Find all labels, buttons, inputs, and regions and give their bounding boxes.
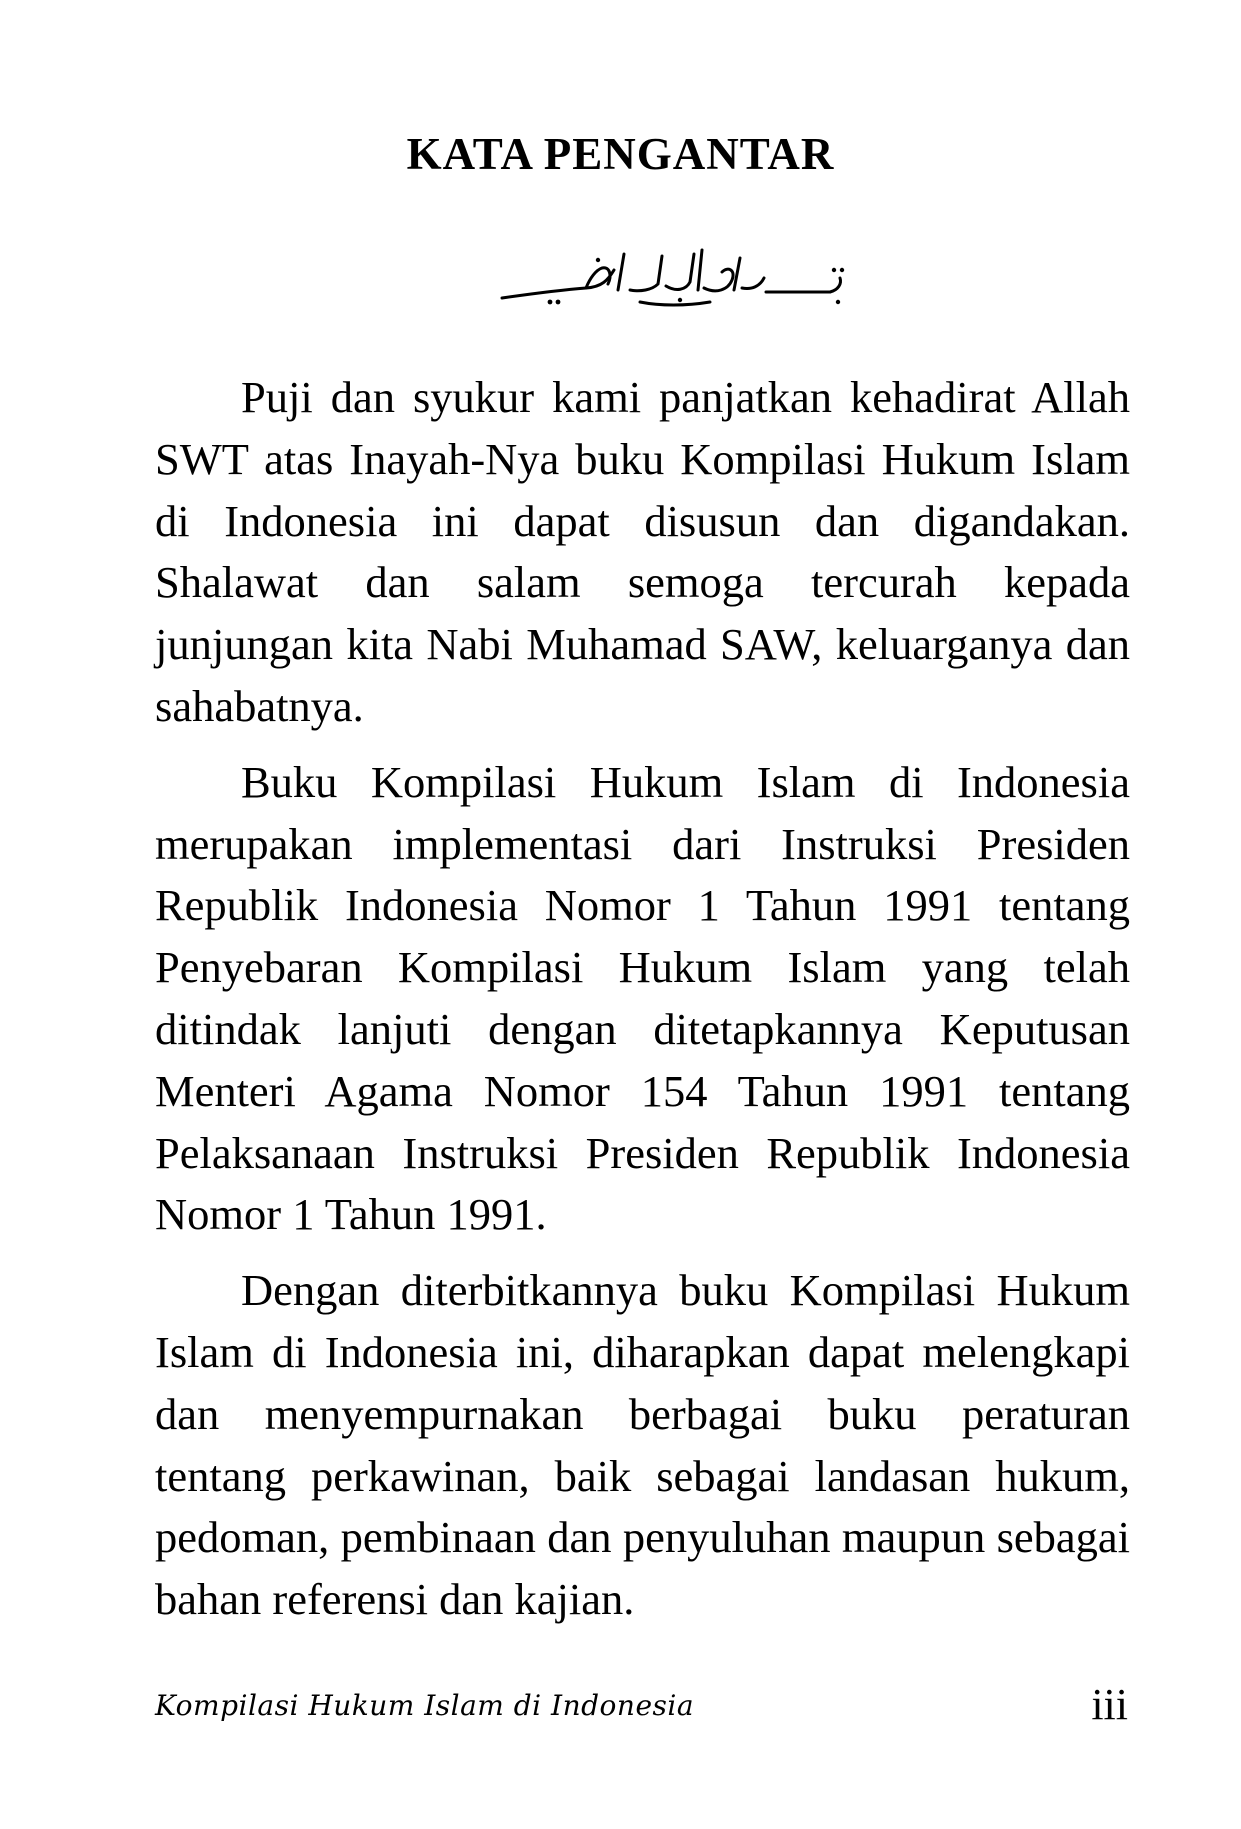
paragraph-1: Puji dan syukur kami panjatkan kehadirat Allah SWT atas Inayah-Nya buku Kompilasi Hukum Islam di Indonesia ini dapat disusun dan digandakan. Shalawat dan salam semoga tercurah kepada junjungan kita Nabi Muhamad SAW, keluarganya dan sahabatnya.	[155, 372, 1130, 731]
paragraph-2: Buku Kompilasi Hukum Islam di Indonesia merupakan implementasi dari Instruksi Presiden Republik Indonesia Nomor 1 Tahun 1991 tentang Penyebaran Kompilasi Hukum Islam yang telah ditindak lanjuti dengan ditetapkannya Keputusan Menteri Agama Nomor 154 Tahun 1991 tentang Pelaksanaan Instruksi Presiden Republik Indonesia Nomor 1 Tahun 1991.	[155, 756, 1130, 1240]
paragraph-3: Dengan diterbitkannya buku Kompilasi Hukum Islam di Indonesia ini, diharapkan dapat melengkapi dan menyempurnakan berbagai buku peraturan tentang perkawinan, baik sebagai landasan hukum, pedoman, pembinaan dan penyuluhan maupun sebagai bahan referensi dan kajian.	[155, 1265, 1130, 1625]
footer-book-title: Kompilasi Hukum Islam di Indonesia	[155, 1689, 695, 1722]
page-number: iii	[1091, 1680, 1128, 1729]
body-text	[155, 367, 1130, 1631]
page-title: KATA PENGANTAR	[406, 129, 835, 179]
basmalah-calligraphy-icon	[490, 240, 850, 320]
